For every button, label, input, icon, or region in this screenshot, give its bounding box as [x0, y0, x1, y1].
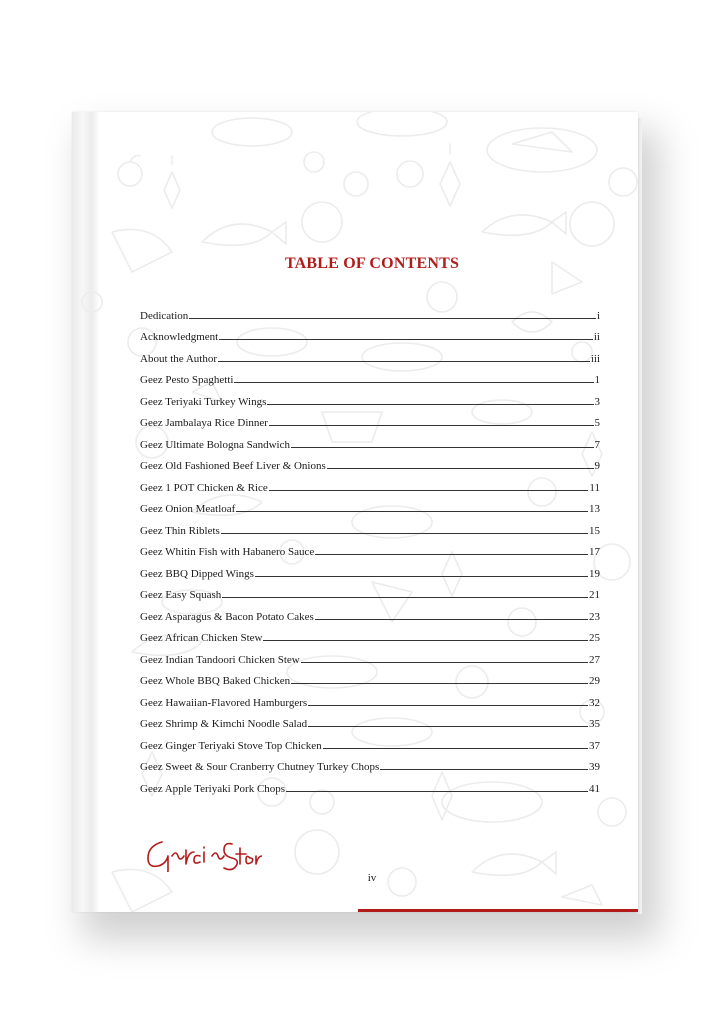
tomato-doodle [397, 161, 423, 187]
toc-entry-title: About the Author [140, 352, 217, 365]
toc-entry [140, 408, 600, 430]
toc-entry-page: 11 [589, 481, 600, 494]
toc-entry [140, 386, 600, 408]
toc-entry-title: Geez Ginger Teriyaki Stove Top Chicken [140, 739, 322, 752]
toc-entry [140, 472, 600, 494]
toc-leader-line [219, 339, 593, 340]
toc-entry [140, 601, 600, 623]
toc-leader-line [301, 662, 588, 663]
plate-doodle [212, 118, 292, 146]
toc-entry [140, 709, 600, 731]
fish-doodle [482, 212, 566, 235]
toc-entry-page: 25 [589, 632, 600, 644]
toc-leader-line [380, 769, 588, 770]
toc-leader-line [236, 511, 588, 512]
toc-entry-title: Geez Easy Squash [140, 589, 222, 601]
apple-doodle [598, 798, 626, 826]
toc-leader-line [221, 533, 588, 534]
toc-leader-line [308, 726, 588, 727]
toc-entry-title: Geez Sweet & Sour Cranberry Chutney Turkey Chops [140, 761, 380, 773]
toc-leader-line [323, 748, 588, 749]
toc-entry-title: Geez African Chicken Stew [140, 632, 263, 644]
toc-entry-title: Acknowledgment [140, 331, 219, 343]
toc-leader-line [255, 576, 588, 577]
toc-entry-page: i [596, 309, 600, 322]
toc-leader-line [269, 425, 594, 426]
toc-entry-page: 29 [589, 675, 600, 687]
toc-leader-line [234, 382, 593, 383]
toc-entry-page: 35 [589, 718, 600, 730]
toc-entry-title: Geez Pesto Spaghetti [140, 374, 234, 386]
toc-entry-title: Geez Onion Meatloaf [140, 503, 236, 515]
apple-doodle [344, 172, 368, 196]
toc-leader-line [263, 640, 588, 641]
toc-entry-title: Geez Old Fashioned Beef Liver & Onions [140, 460, 326, 472]
toc-entry-title: Geez Shrimp & Kimchi Noodle Salad [140, 718, 308, 730]
toc-entry-title: Geez BBQ Dipped Wings [140, 567, 254, 580]
toc-entry-title: Geez Indian Tandoori Chicken Stew [140, 653, 300, 666]
toc-entry-title: Geez Asparagus & Bacon Potato Cakes [140, 610, 314, 623]
toc-entry-page: 23 [589, 610, 600, 623]
toc-entry [140, 773, 600, 795]
toc-entry-page: 9 [594, 460, 600, 472]
bottom-accent-bar [358, 909, 638, 912]
toc-entry [140, 494, 600, 516]
toc-entry-title: Geez Whole BBQ Baked Chicken [140, 675, 291, 687]
bowl-doodle [570, 202, 614, 246]
toc-entry-page: 32 [589, 696, 600, 709]
toc-entry-title: Geez Hawaiian-Flavored Hamburgers [140, 696, 308, 709]
toc-leader-line [269, 490, 589, 491]
toc-entry-page: 41 [589, 782, 600, 795]
cake-slice-doodle [512, 132, 572, 152]
toc-entry-page: iii [590, 352, 600, 365]
toc-entry-page: 21 [589, 589, 600, 601]
toc-entry [140, 730, 600, 752]
apple-doodle [82, 292, 102, 312]
fish-doodle [202, 222, 286, 245]
toc-entry-page: 13 [589, 503, 600, 515]
apple-doodle [118, 162, 142, 186]
toc-entry-title: Dedication [140, 309, 189, 322]
toc-entry-title: Geez Whitin Fish with Habanero Sauce [140, 546, 315, 558]
toc-leader-line [308, 705, 588, 706]
toc-entry-title: Geez Apple Teriyaki Pork Chops [140, 782, 286, 795]
toc-entry-page: 15 [589, 524, 600, 537]
toc-entry [140, 558, 600, 580]
toc-heading: TABLE OF CONTENTS [284, 255, 460, 272]
bowl-doodle [295, 830, 339, 874]
toc-leader-line [315, 554, 588, 555]
toc-entry-page: 39 [589, 761, 600, 773]
pineapple-doodle [164, 156, 180, 208]
toc-entry-title: Geez Teriyaki Turkey Wings [140, 395, 267, 408]
toc-entry [140, 580, 600, 602]
toc-entry [140, 644, 600, 666]
toc-leader-line [286, 791, 588, 792]
book-page [72, 112, 638, 912]
toc-entry [140, 322, 600, 344]
mushroom-doodle [304, 152, 324, 172]
toc-entry [140, 429, 600, 451]
toc-entry [140, 752, 600, 774]
toc-entry-page: 19 [589, 567, 600, 580]
toc-leader-line [315, 619, 588, 620]
tomato-doodle [609, 168, 637, 196]
toc-entry [140, 537, 600, 559]
toc-entry-page: 3 [594, 395, 600, 408]
toc-entry-page: 37 [589, 739, 600, 752]
toc-entry-title: Geez Ultimate Bologna Sandwich [140, 438, 290, 451]
toc-entry-title: Geez 1 POT Chicken & Rice [140, 481, 268, 494]
toc-entry-page: 5 [594, 417, 600, 429]
toc-leader-line [218, 361, 590, 362]
pan-doodle [302, 202, 342, 242]
lemon-slice-doodle [562, 885, 602, 905]
toc-leader-line [291, 683, 588, 684]
toc-leader-line [291, 447, 594, 448]
toc-entry-page: 7 [594, 438, 600, 451]
toc-leader-line [189, 318, 596, 319]
toc-entry [140, 343, 600, 365]
toc-entry-title: Geez Thin Riblets [140, 524, 220, 537]
toc-list [140, 300, 600, 795]
toc-entry-page: ii [593, 331, 600, 343]
toc-entry-page: 1 [594, 374, 600, 386]
toc-leader-line [267, 404, 593, 405]
author-signature [142, 832, 262, 872]
toc-entry [140, 451, 600, 473]
page-number: iv [367, 872, 377, 884]
toc-entry [140, 623, 600, 645]
toc-leader-line [222, 597, 588, 598]
pineapple-doodle [440, 144, 460, 206]
toc-entry [140, 687, 600, 709]
toc-leader-line [327, 468, 594, 469]
toc-entry [140, 515, 600, 537]
toc-entry-page: 17 [589, 546, 600, 558]
plate-doodle [357, 112, 447, 136]
toc-entry-page: 27 [589, 653, 600, 666]
toc-entry [140, 666, 600, 688]
toc-entry [140, 300, 600, 322]
toc-entry [140, 365, 600, 387]
toc-entry-title: Geez Jambalaya Rice Dinner [140, 417, 268, 429]
